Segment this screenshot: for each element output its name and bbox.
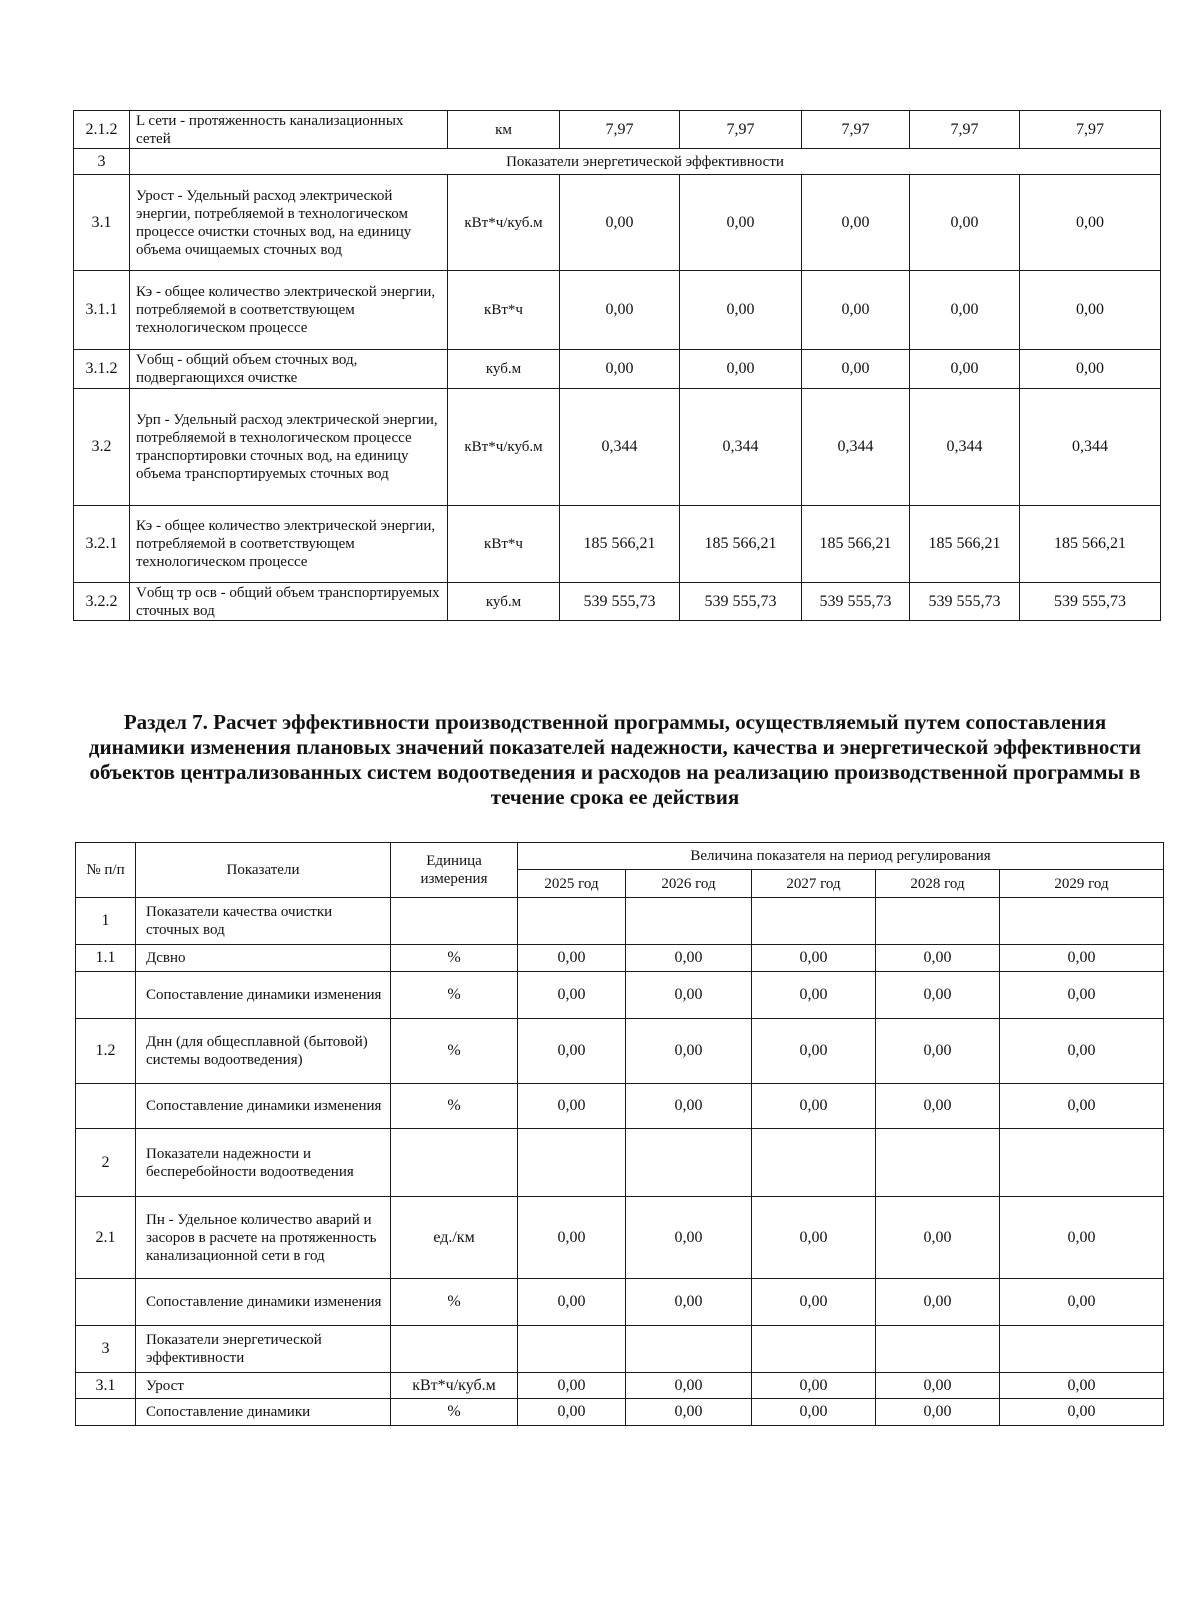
value-cell: 0,00 [876,1279,1000,1326]
unit [391,1129,518,1197]
unit: % [391,1399,518,1426]
indicator-name: Сопоставление динамики изменения [136,1279,391,1326]
header-year: 2029 год [1000,870,1164,898]
value-cell: 0,00 [876,1197,1000,1279]
value-cell: 0,00 [1020,350,1161,389]
table-row [76,1019,1164,1084]
table-row [76,1373,1164,1399]
value-cell: 0,00 [1000,1373,1164,1399]
row-number [76,972,136,1019]
value-cell: 0,00 [876,1019,1000,1084]
value-cell: 0,344 [680,389,802,506]
table-row [76,945,1164,972]
unit: кВт*ч [448,271,560,350]
value-cell [1000,1326,1164,1373]
table-row [74,350,1161,389]
value-cell [626,898,752,945]
value-cell: 7,97 [910,111,1020,149]
indicator-name: Сопоставление динамики изменения [136,1084,391,1129]
value-cell: 0,00 [518,945,626,972]
value-cell: 0,00 [626,1197,752,1279]
unit: куб.м [448,583,560,621]
value-cell: 0,00 [752,945,876,972]
value-cell: 0,344 [910,389,1020,506]
table-row [76,1279,1164,1326]
unit: куб.м [448,350,560,389]
unit [391,1326,518,1373]
section-7-title: Раздел 7. Расчет эффективности производственной программы, осуществляемый путем сопоставления динамики изменения плановых значений показателей надежности, качества и энергетической эффективности объектов централизованных систем водоотведения и расходов на реализацию производственной программы в течение срока ее действия [88,710,1142,809]
unit: кВт*ч/куб.м [448,389,560,506]
row-number [76,1084,136,1129]
value-cell: 0,00 [1000,1019,1164,1084]
table-row [76,898,1164,945]
row-number: 2.1 [76,1197,136,1279]
unit: кВт*ч [448,506,560,583]
value-cell: 0,00 [626,1279,752,1326]
value-cell: 0,344 [802,389,910,506]
value-cell: 0,344 [1020,389,1161,506]
row-number: 3.2.1 [74,506,130,583]
value-cell: 0,00 [518,1373,626,1399]
value-cell: 0,00 [1000,972,1164,1019]
row-number: 3.2 [74,389,130,506]
table-row [76,1084,1164,1129]
value-cell [876,1326,1000,1373]
energy-efficiency-table [73,110,1161,621]
indicator-name: Дсвно [136,945,391,972]
row-number: 3.1 [74,175,130,271]
indicator-name: Показатели надежности и бесперебойности водоотведения [136,1129,391,1197]
program-efficiency-table [75,842,1164,1426]
row-number: 3.1.1 [74,271,130,350]
row-number: 3 [76,1326,136,1373]
value-cell: 0,00 [518,972,626,1019]
value-cell: 0,00 [752,1373,876,1399]
program-efficiency-table-header [76,843,1164,898]
table-row [76,1197,1164,1279]
value-cell [752,898,876,945]
row-number: 1.1 [76,945,136,972]
indicator-name: Сопоставление динамики изменения [136,972,391,1019]
value-cell: 0,00 [802,175,910,271]
value-cell [518,1326,626,1373]
indicator-name: Урост - Удельный расход электрической энергии, потребляемой в технологическом процессе очистки сточных вод, на единицу объема очищаемых сточных вод [130,175,448,271]
indicator-name: Показатели качества очистки сточных вод [136,898,391,945]
unit: % [391,1019,518,1084]
value-cell [876,1129,1000,1197]
value-cell: 539 555,73 [680,583,802,621]
value-cell: 0,00 [752,1279,876,1326]
value-cell: 539 555,73 [910,583,1020,621]
header-period: Величина показателя на период регулирования [518,843,1164,870]
table-row [74,271,1161,350]
unit: ед./км [391,1197,518,1279]
value-cell: 0,00 [1000,1084,1164,1129]
indicator-name: Показатели энергетической эффективности [136,1326,391,1373]
indicator-name: Урост [136,1373,391,1399]
unit: % [391,972,518,1019]
value-cell: 0,00 [876,945,1000,972]
value-cell: 0,00 [910,175,1020,271]
value-cell: 0,344 [560,389,680,506]
value-cell: 0,00 [626,1084,752,1129]
value-cell: 185 566,21 [560,506,680,583]
header-year: 2025 год [518,870,626,898]
value-cell: 185 566,21 [910,506,1020,583]
row-number: 2.1.2 [74,111,130,149]
table-row [74,506,1161,583]
unit: кВт*ч/куб.м [391,1373,518,1399]
value-cell: 0,00 [518,1197,626,1279]
value-cell: 7,97 [1020,111,1161,149]
value-cell: 0,00 [876,1084,1000,1129]
value-cell [626,1326,752,1373]
value-cell: 7,97 [560,111,680,149]
value-cell: 185 566,21 [802,506,910,583]
value-cell: 7,97 [680,111,802,149]
program-efficiency-table-body [76,898,1164,1426]
value-cell: 0,00 [1000,1279,1164,1326]
row-number: 2 [76,1129,136,1197]
row-number: 3.2.2 [74,583,130,621]
row-number: 3 [74,149,130,175]
table-row [74,175,1161,271]
table-row [76,1326,1164,1373]
value-cell: 0,00 [752,1019,876,1084]
value-cell [752,1326,876,1373]
section-heading: Показатели энергетической эффективности [130,149,1161,175]
value-cell: 539 555,73 [560,583,680,621]
value-cell: 0,00 [680,175,802,271]
energy-efficiency-table-body [74,111,1161,621]
row-number: 1.2 [76,1019,136,1084]
header-year: 2027 год [752,870,876,898]
value-cell: 0,00 [910,271,1020,350]
value-cell: 0,00 [802,271,910,350]
indicator-name: Кэ - общее количество электрической энергии, потребляемой в соответствующем технологическом процессе [130,271,448,350]
value-cell: 185 566,21 [1020,506,1161,583]
indicator-name: Днн (для общесплавной (бытовой) системы водоотведения) [136,1019,391,1084]
header-year: 2028 год [876,870,1000,898]
header-indicators: Показатели [136,843,391,898]
value-cell: 7,97 [802,111,910,149]
value-cell: 0,00 [910,350,1020,389]
indicator-name: Кэ - общее количество электрической энергии, потребляемой в соответствующем технологическом процессе [130,506,448,583]
value-cell: 0,00 [626,1373,752,1399]
value-cell: 185 566,21 [680,506,802,583]
value-cell: 0,00 [680,271,802,350]
value-cell: 0,00 [518,1399,626,1426]
unit: % [391,945,518,972]
row-number: 3.1.2 [74,350,130,389]
value-cell [1000,898,1164,945]
value-cell [518,898,626,945]
indicator-name: Сопоставление динамики [136,1399,391,1426]
value-cell: 0,00 [876,1373,1000,1399]
value-cell: 0,00 [560,271,680,350]
value-cell: 0,00 [518,1019,626,1084]
value-cell: 0,00 [876,972,1000,1019]
table-row [76,1399,1164,1426]
indicator-name: Пн - Удельное количество аварий и засоров в расчете на протяженность канализационной сети в год [136,1197,391,1279]
table-row [74,149,1161,175]
indicator-name: L сети - протяженность канализационных сетей [130,111,448,149]
value-cell: 0,00 [518,1279,626,1326]
value-cell: 0,00 [560,350,680,389]
unit: км [448,111,560,149]
value-cell: 0,00 [1020,271,1161,350]
value-cell: 0,00 [626,945,752,972]
unit: % [391,1279,518,1326]
unit: кВт*ч/куб.м [448,175,560,271]
table-row [74,389,1161,506]
value-cell: 0,00 [1000,1399,1164,1426]
value-cell: 0,00 [1020,175,1161,271]
value-cell: 0,00 [752,1084,876,1129]
header-unit: Единица измерения [391,843,518,898]
value-cell: 0,00 [560,175,680,271]
value-cell: 0,00 [752,1399,876,1426]
row-number [76,1399,136,1426]
value-cell [1000,1129,1164,1197]
table-row [76,972,1164,1019]
unit [391,898,518,945]
value-cell: 0,00 [518,1084,626,1129]
value-cell: 0,00 [752,1197,876,1279]
table-row [74,583,1161,621]
row-number: 3.1 [76,1373,136,1399]
value-cell [518,1129,626,1197]
header-num: № п/п [76,843,136,898]
value-cell [876,898,1000,945]
value-cell: 0,00 [626,972,752,1019]
row-number: 1 [76,898,136,945]
value-cell: 0,00 [802,350,910,389]
value-cell: 539 555,73 [802,583,910,621]
table-row [74,111,1161,149]
value-cell: 0,00 [626,1399,752,1426]
row-number [76,1279,136,1326]
value-cell: 0,00 [1000,1197,1164,1279]
value-cell: 0,00 [1000,945,1164,972]
value-cell: 0,00 [876,1399,1000,1426]
value-cell: 0,00 [680,350,802,389]
indicator-name: Урп - Удельный расход электрической энергии, потребляемой в технологическом процессе транспортировки сточных вод, на единицу объема транспортируемых сточных вод [130,389,448,506]
header-year: 2026 год [626,870,752,898]
value-cell: 0,00 [752,972,876,1019]
indicator-name: Vобщ - общий объем сточных вод, подвергающихся очистке [130,350,448,389]
value-cell [626,1129,752,1197]
value-cell [752,1129,876,1197]
indicator-name: Vобщ тр осв - общий объем транспортируемых сточных вод [130,583,448,621]
value-cell: 539 555,73 [1020,583,1161,621]
value-cell: 0,00 [626,1019,752,1084]
table-row [76,1129,1164,1197]
unit: % [391,1084,518,1129]
